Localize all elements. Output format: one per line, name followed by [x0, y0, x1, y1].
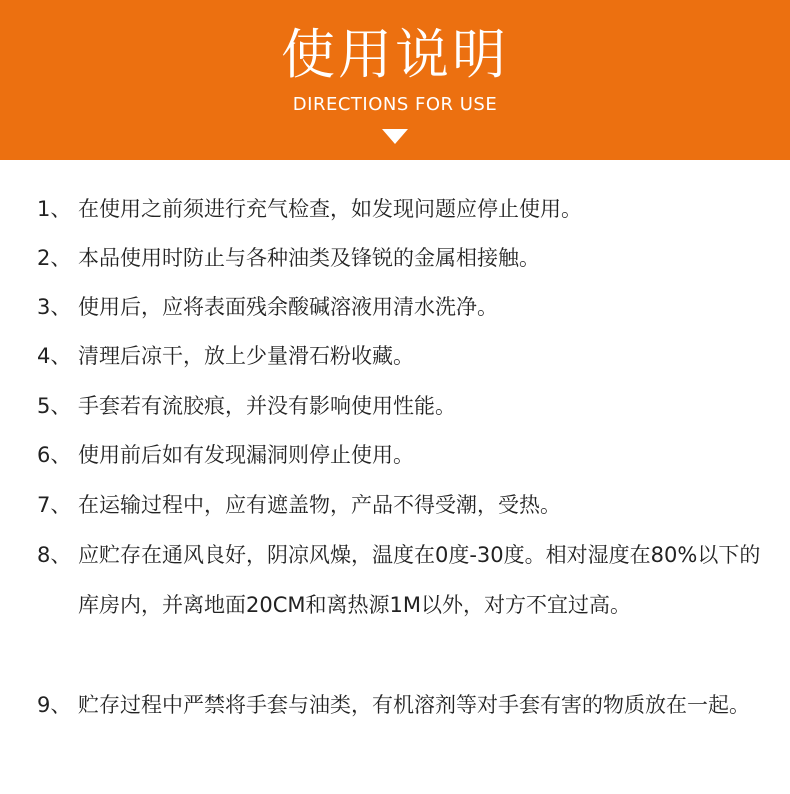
- item-text: 本品使用时防止与各种油类及锋锐的金属相接触。: [78, 246, 540, 270]
- list-item: [37, 184, 777, 234]
- page-subtitle: DIRECTIONS FOR USE: [292, 94, 498, 115]
- item-text: 手套若有流胶痕，并没有影响使用性能。: [78, 394, 456, 418]
- item-text: 在运输过程中，应有遮盖物，产品不得受潮，受热。: [78, 493, 561, 517]
- item-number: 4、: [37, 344, 72, 368]
- item-text: 应贮存在通风良好，阴凉风燥，温度在0度-30度。相对湿度在80%以下的库房内，并离地面20CM和离热源1M以外，对方不宜过高。: [78, 543, 761, 617]
- item-number: 1、: [37, 197, 72, 221]
- item-number: 9、: [37, 693, 72, 717]
- item-text: 贮存过程中严禁将手套与油类，有机溶剂等对手套有害的物质放在一起。: [78, 693, 750, 717]
- list-item: [37, 233, 777, 283]
- list-item: [37, 331, 777, 381]
- item-text: 使用后，应将表面残余酸碱溶液用清水洗净。: [78, 295, 498, 319]
- item-number: 6、: [37, 443, 72, 467]
- item-text: 清理后凉干，放上少量滑石粉收藏。: [78, 344, 414, 368]
- item-text: 在使用之前须进行充气检查，如发现问题应停止使用。: [78, 197, 582, 221]
- list-item: [37, 480, 777, 530]
- list-item: [37, 530, 777, 630]
- item-number: 5、: [37, 394, 72, 418]
- list-item: [37, 680, 777, 730]
- item-number: 8、: [37, 543, 72, 567]
- item-text: 使用前后如有发现漏洞则停止使用。: [78, 443, 414, 467]
- list-item: [37, 430, 777, 480]
- page-title: 使用说明: [281, 23, 509, 86]
- item-number: 7、: [37, 493, 72, 517]
- list-item: [37, 282, 777, 332]
- item-number: 3、: [37, 295, 72, 319]
- list-item: [37, 381, 777, 431]
- item-number: 2、: [37, 246, 72, 270]
